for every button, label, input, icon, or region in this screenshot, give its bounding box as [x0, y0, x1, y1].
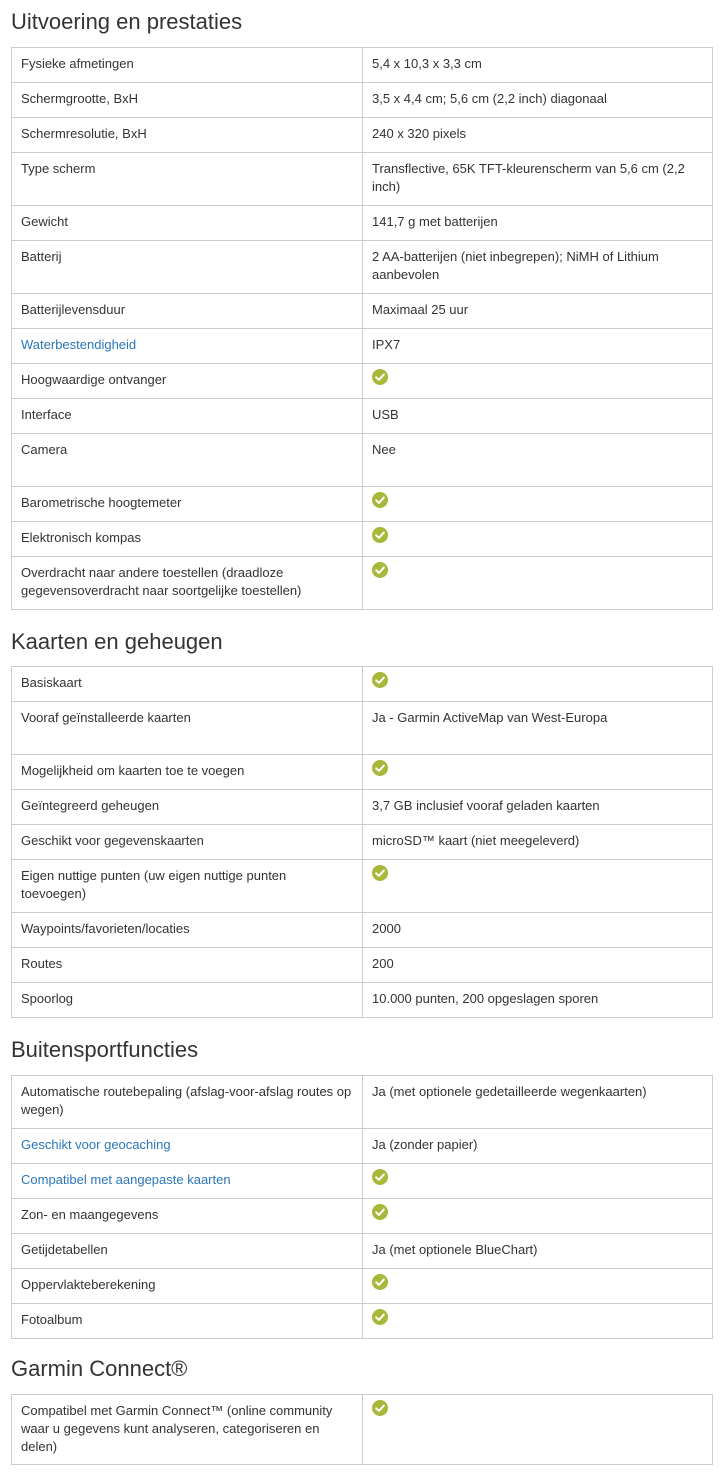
table-row: [12, 1129, 713, 1164]
table-row: [12, 1076, 713, 1129]
table-row: [12, 755, 713, 790]
row-value: [363, 1199, 713, 1234]
check-circle-icon: [372, 1274, 388, 1290]
row-label: Getijdetabellen: [12, 1234, 363, 1269]
row-label: Mogelijkheid om kaarten toe te voegen: [12, 755, 363, 790]
table-row: [12, 522, 713, 557]
custom-maps-link[interactable]: Compatibel met aangepaste kaarten: [21, 1172, 231, 1187]
row-value: 141,7 g met batterijen: [363, 206, 713, 241]
table-row: [12, 241, 713, 294]
row-label: Routes: [12, 948, 363, 983]
table-row: [12, 118, 713, 153]
table-row: [12, 702, 713, 755]
spec-table: [11, 1394, 713, 1465]
row-label: Basiskaart: [12, 667, 363, 702]
table-row: [12, 1304, 713, 1339]
check-circle-icon: [372, 1400, 388, 1416]
row-value: IPX7: [363, 329, 713, 364]
row-value: [363, 860, 713, 913]
table-row: [12, 487, 713, 522]
row-value: USB: [363, 399, 713, 434]
section-title: Garmin Connect®: [11, 1356, 188, 1381]
row-label: Compatibel met Garmin Connect™ (online community waar u gegevens kunt analyseren, categoriseren en delen): [12, 1395, 363, 1465]
table-row: [12, 329, 713, 364]
check-circle-icon: [372, 865, 388, 881]
row-label: Fysieke afmetingen: [12, 48, 363, 83]
row-label: Type scherm: [12, 153, 363, 206]
row-value: [363, 557, 713, 610]
row-label: Elektronisch kompas: [12, 522, 363, 557]
table-row: [12, 399, 713, 434]
row-value: Nee: [363, 434, 713, 487]
table-row: [12, 294, 713, 329]
row-label: Vooraf geïnstalleerde kaarten: [12, 702, 363, 755]
table-row: [12, 667, 713, 702]
table-row: [12, 83, 713, 118]
row-label: Gewicht: [12, 206, 363, 241]
check-circle-icon: [372, 369, 388, 385]
table-row: [12, 983, 713, 1018]
row-value: microSD™ kaart (niet meegeleverd): [363, 825, 713, 860]
table-row: [12, 48, 713, 83]
row-value: [363, 522, 713, 557]
row-label: Geïntegreerd geheugen: [12, 790, 363, 825]
check-circle-icon: [372, 562, 388, 578]
spec-table: [11, 1075, 713, 1339]
check-circle-icon: [372, 760, 388, 776]
check-circle-icon: [372, 492, 388, 508]
check-circle-icon: [372, 527, 388, 543]
geocaching-link[interactable]: Geschikt voor geocaching: [21, 1137, 171, 1152]
table-row: [12, 434, 713, 487]
table-row: [12, 1199, 713, 1234]
row-label: Eigen nuttige punten (uw eigen nuttige punten toevoegen): [12, 860, 363, 913]
row-label: Camera: [12, 434, 363, 487]
row-label: Hoogwaardige ontvanger: [12, 364, 363, 399]
check-circle-icon: [372, 1204, 388, 1220]
table-row: [12, 790, 713, 825]
check-circle-icon: [372, 1309, 388, 1325]
row-label: Overdracht naar andere toestellen (draadloze gegevensoverdracht naar soortgelijke toestellen): [12, 557, 363, 610]
row-value: Ja - Garmin ActiveMap van West-Europa: [363, 702, 713, 755]
row-label: Batterijlevensduur: [12, 294, 363, 329]
table-row: [12, 860, 713, 913]
row-value: 5,4 x 10,3 x 3,3 cm: [363, 48, 713, 83]
row-label: Schermresolutie, BxH: [12, 118, 363, 153]
row-value: 10.000 punten, 200 opgeslagen sporen: [363, 983, 713, 1018]
waterbestendigheid-link[interactable]: Waterbestendigheid: [21, 337, 137, 352]
row-label: Automatische routebepaling (afslag-voor-afslag routes op wegen): [12, 1076, 363, 1129]
row-value: [363, 667, 713, 702]
row-value: Maximaal 25 uur: [363, 294, 713, 329]
row-value: Ja (met optionele gedetailleerde wegenkaarten): [363, 1076, 713, 1129]
row-value: 200: [363, 948, 713, 983]
table-row: [12, 364, 713, 399]
table-row: [12, 557, 713, 610]
row-label: [12, 1164, 363, 1199]
spec-table: [11, 47, 713, 610]
row-label: Fotoalbum: [12, 1304, 363, 1339]
table-row: [12, 153, 713, 206]
section-title: Kaarten en geheugen: [11, 629, 223, 654]
row-value: 240 x 320 pixels: [363, 118, 713, 153]
row-value: Ja (zonder papier): [363, 1129, 713, 1164]
section-title: Buitensportfuncties: [11, 1037, 199, 1062]
row-label: Batterij: [12, 241, 363, 294]
table-row: [12, 825, 713, 860]
check-circle-icon: [372, 1169, 388, 1185]
table-row: [12, 1164, 713, 1199]
section-title: Uitvoering en prestaties: [11, 9, 243, 34]
row-value: 2000: [363, 913, 713, 948]
row-value: Ja (met optionele BlueChart): [363, 1234, 713, 1269]
table-row: [12, 913, 713, 948]
table-row: [12, 206, 713, 241]
row-label: Waypoints/favorieten/locaties: [12, 913, 363, 948]
row-value: [363, 487, 713, 522]
row-label: Oppervlakteberekening: [12, 1269, 363, 1304]
table-row: [12, 1234, 713, 1269]
row-value: 3,5 x 4,4 cm; 5,6 cm (2,2 inch) diagonaal: [363, 83, 713, 118]
row-label: Barometrische hoogtemeter: [12, 487, 363, 522]
row-label: [12, 329, 363, 364]
spec-table: [11, 666, 713, 1018]
row-value: [363, 1395, 713, 1465]
row-value: 2 AA-batterijen (niet inbegrepen); NiMH of Lithium aanbevolen: [363, 241, 713, 294]
row-value: [363, 755, 713, 790]
row-value: [363, 1269, 713, 1304]
row-value: [363, 364, 713, 399]
row-value: 3,7 GB inclusief vooraf geladen kaarten: [363, 790, 713, 825]
table-row: [12, 1395, 713, 1465]
row-label: Spoorlog: [12, 983, 363, 1018]
row-value: Transflective, 65K TFT-kleurenscherm van 5,6 cm (2,2 inch): [363, 153, 713, 206]
table-row: [12, 1269, 713, 1304]
row-label: [12, 1129, 363, 1164]
row-label: Zon- en maangegevens: [12, 1199, 363, 1234]
row-label: Interface: [12, 399, 363, 434]
row-label: Geschikt voor gegevenskaarten: [12, 825, 363, 860]
row-value: [363, 1164, 713, 1199]
table-row: [12, 948, 713, 983]
row-label: Schermgrootte, BxH: [12, 83, 363, 118]
row-value: [363, 1304, 713, 1339]
check-circle-icon: [372, 672, 388, 688]
